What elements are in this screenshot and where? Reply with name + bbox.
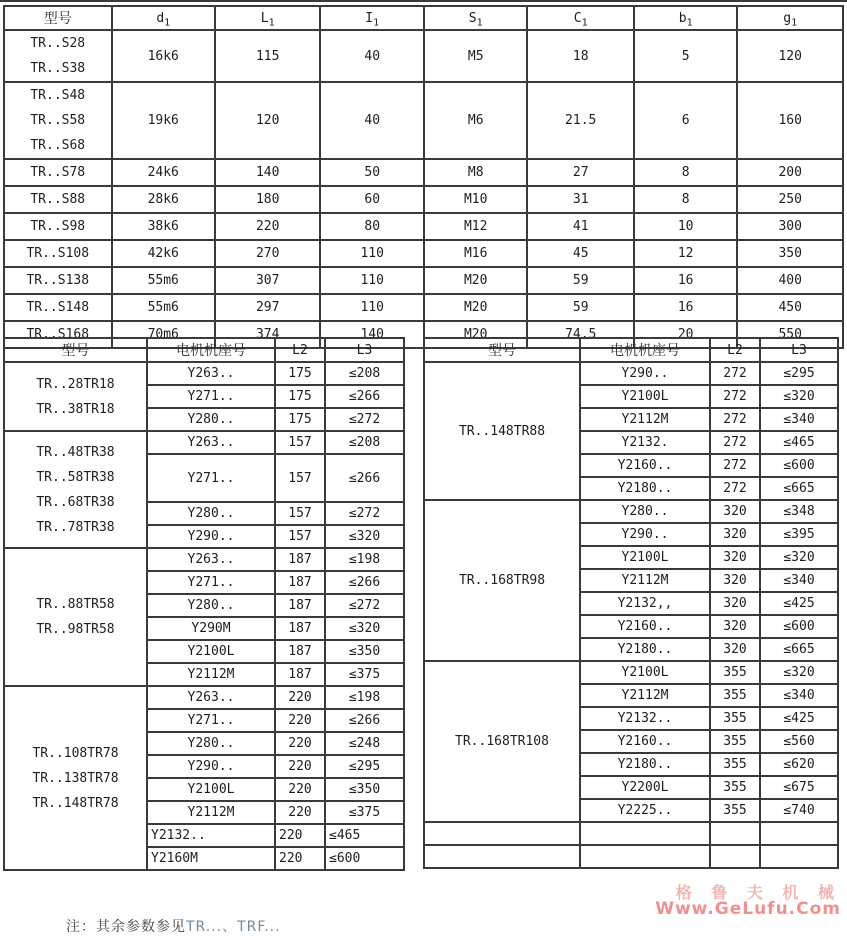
column-header xyxy=(4,6,112,30)
table-row xyxy=(4,213,843,240)
l3-cell: ≤320 xyxy=(760,385,838,408)
l2-cell: 272 xyxy=(710,362,760,385)
model-cell xyxy=(424,822,580,845)
l3-cell xyxy=(760,845,838,868)
l2-cell: 157 xyxy=(275,454,325,502)
model-cell xyxy=(4,548,147,686)
column-header xyxy=(112,6,215,30)
l2-cell: 272 xyxy=(710,477,760,500)
frame-cell: Y280.. xyxy=(147,502,275,525)
model-label: TR..S138 xyxy=(26,273,90,288)
column-header: L2 xyxy=(275,338,325,362)
l2-cell: 355 xyxy=(710,799,760,822)
frame-cell: Y2100L xyxy=(147,778,275,801)
l2-cell: 220 xyxy=(275,755,325,778)
table-row xyxy=(424,661,838,684)
model-label: TR..108TR78 xyxy=(32,745,119,761)
l3-cell: ≤465 xyxy=(325,824,404,847)
column-header-subscript: 1 xyxy=(268,17,275,29)
value-cell: 250 xyxy=(737,186,843,213)
value-cell: M20 xyxy=(424,321,527,348)
l2-cell: 220 xyxy=(275,778,325,801)
value-cell: 297 xyxy=(215,294,321,321)
frame-cell: Y2132.. xyxy=(147,824,275,847)
motor-frame-tables-section xyxy=(3,337,839,871)
l3-cell: ≤465 xyxy=(760,431,838,454)
value-cell: M20 xyxy=(424,294,527,321)
l2-cell: 320 xyxy=(710,638,760,661)
l3-cell: ≤340 xyxy=(760,569,838,592)
l3-cell: ≤350 xyxy=(325,640,404,663)
table-row xyxy=(4,294,843,321)
table-row xyxy=(4,267,843,294)
l2-cell: 220 xyxy=(275,686,325,709)
l3-cell: ≤320 xyxy=(325,525,404,548)
table-row xyxy=(4,240,843,267)
frame-cell: Y2100L xyxy=(580,546,710,569)
l2-cell: 175 xyxy=(275,408,325,431)
frame-cell: Y2180.. xyxy=(580,753,710,776)
l3-cell: ≤320 xyxy=(760,546,838,569)
l3-cell: ≤198 xyxy=(325,686,404,709)
frame-cell: Y263.. xyxy=(147,431,275,454)
model-cell xyxy=(4,159,112,186)
model-cell xyxy=(4,267,112,294)
column-header xyxy=(424,6,527,30)
l3-cell: ≤350 xyxy=(325,778,404,801)
frame-cell: Y2180.. xyxy=(580,638,710,661)
frame-cell: Y2225.. xyxy=(580,799,710,822)
value-cell: 120 xyxy=(215,82,321,159)
frame-cell: Y271.. xyxy=(147,385,275,408)
model-label: TR..S68 xyxy=(30,138,86,153)
frame-cell: Y290.. xyxy=(147,755,275,778)
column-header-label: b xyxy=(678,10,687,26)
l3-cell: ≤272 xyxy=(325,502,404,525)
footnote xyxy=(66,916,281,936)
frame-cell xyxy=(580,822,710,845)
column-header-subscript: 1 xyxy=(791,17,798,29)
l3-cell: ≤425 xyxy=(760,592,838,615)
frame-cell: Y2200L xyxy=(580,776,710,799)
footnote-text: 注：其余参数参见 xyxy=(66,919,186,935)
l2-cell: 355 xyxy=(710,753,760,776)
value-cell: 140 xyxy=(320,321,423,348)
frame-cell: Y280.. xyxy=(147,408,275,431)
l3-cell: ≤425 xyxy=(760,707,838,730)
column-header-label: 型号 xyxy=(43,11,72,27)
value-cell: 18 xyxy=(527,30,634,82)
model-label: TR..88TR58 xyxy=(36,597,115,612)
l3-cell: ≤560 xyxy=(760,730,838,753)
frame-cell: Y2132.. xyxy=(580,707,710,730)
l3-cell: ≤620 xyxy=(760,753,838,776)
watermark-url-text: Www.GeLufu.Com xyxy=(655,899,841,919)
l3-cell: ≤375 xyxy=(325,663,404,686)
value-cell: 70m6 xyxy=(112,321,215,348)
header-row xyxy=(4,6,843,30)
l3-cell: ≤266 xyxy=(325,571,404,594)
frame-cell: Y2160.. xyxy=(580,730,710,753)
model-label: TR..28TR18 xyxy=(36,376,115,392)
l3-cell: ≤248 xyxy=(325,732,404,755)
l2-cell: 355 xyxy=(710,730,760,753)
l3-cell: ≤375 xyxy=(325,801,404,824)
frame-cell: Y280.. xyxy=(147,594,275,617)
model-cell xyxy=(424,362,580,500)
l2-cell: 272 xyxy=(710,431,760,454)
model-label: TR..S168 xyxy=(26,327,90,342)
column-header xyxy=(634,6,737,30)
l3-cell: ≤600 xyxy=(760,454,838,477)
table-row xyxy=(424,822,838,845)
dimensions-table-section xyxy=(3,5,844,349)
model-cell xyxy=(4,431,147,548)
value-cell: 55m6 xyxy=(112,294,215,321)
frame-cell: Y290.. xyxy=(580,523,710,546)
column-header-label: L xyxy=(260,10,269,26)
value-cell: 374 xyxy=(215,321,321,348)
l3-cell: ≤665 xyxy=(760,477,838,500)
l2-cell: 220 xyxy=(275,824,325,847)
column-header-label: C xyxy=(573,10,582,26)
model-label: TR..48TR38 xyxy=(36,444,115,460)
l2-cell: 187 xyxy=(275,594,325,617)
value-cell: 12 xyxy=(634,240,737,267)
l2-cell: 355 xyxy=(710,707,760,730)
l3-cell: ≤198 xyxy=(325,548,404,571)
motor-frame-table-right xyxy=(423,337,839,869)
l2-cell: 187 xyxy=(275,663,325,686)
table-row xyxy=(4,362,404,385)
l3-cell: ≤600 xyxy=(325,847,404,870)
column-header: 型号 xyxy=(424,338,580,362)
value-cell: 50 xyxy=(320,159,423,186)
column-header-subscript: 1 xyxy=(581,17,588,29)
value-cell: 550 xyxy=(737,321,843,348)
model-label: TR..S98 xyxy=(30,219,86,234)
model-cell xyxy=(424,845,580,868)
column-header-subscript: 1 xyxy=(686,17,693,29)
value-cell: 59 xyxy=(527,267,634,294)
model-label: TR..148TR88 xyxy=(458,423,546,439)
frame-cell: Y2112M xyxy=(580,569,710,592)
model-cell xyxy=(4,294,112,321)
column-header: L3 xyxy=(325,338,404,362)
frame-cell: Y2112M xyxy=(580,408,710,431)
value-cell: 110 xyxy=(320,240,423,267)
value-cell: 6 xyxy=(634,82,737,159)
value-cell: 19k6 xyxy=(112,82,215,159)
column-header xyxy=(215,6,321,30)
l2-cell: 355 xyxy=(710,684,760,707)
frame-cell: Y2132. xyxy=(580,431,710,454)
value-cell: M8 xyxy=(424,159,527,186)
frame-cell: Y271.. xyxy=(147,454,275,502)
model-label: TR..68TR38 xyxy=(36,494,115,510)
value-cell: M12 xyxy=(424,213,527,240)
table-row xyxy=(4,548,404,571)
frame-cell: Y2100L xyxy=(147,640,275,663)
top-divider xyxy=(0,0,847,2)
l2-cell: 320 xyxy=(710,569,760,592)
table-row xyxy=(4,82,843,159)
model-cell xyxy=(4,240,112,267)
value-cell: 59 xyxy=(527,294,634,321)
value-cell: 55m6 xyxy=(112,267,215,294)
l3-cell: ≤740 xyxy=(760,799,838,822)
column-header: 电机机座号 xyxy=(580,338,710,362)
column-header-subscript: 1 xyxy=(373,17,380,29)
l2-cell: 157 xyxy=(275,502,325,525)
model-cell xyxy=(4,30,112,82)
value-cell: 110 xyxy=(320,294,423,321)
value-cell: 24k6 xyxy=(112,159,215,186)
frame-cell: Y2112M xyxy=(147,801,275,824)
value-cell: 160 xyxy=(737,82,843,159)
column-header-subscript: 1 xyxy=(164,17,171,29)
l3-cell: ≤266 xyxy=(325,385,404,408)
l2-cell: 320 xyxy=(710,523,760,546)
value-cell: 450 xyxy=(737,294,843,321)
l2-cell xyxy=(710,822,760,845)
value-cell: 8 xyxy=(634,159,737,186)
frame-cell: Y271.. xyxy=(147,709,275,732)
model-label: TR..S88 xyxy=(30,192,86,207)
l3-cell: ≤295 xyxy=(325,755,404,778)
l2-cell: 175 xyxy=(275,362,325,385)
value-cell: 307 xyxy=(215,267,321,294)
column-header xyxy=(737,6,843,30)
l3-cell: ≤320 xyxy=(325,617,404,640)
column-header-label: S xyxy=(468,10,477,26)
l2-cell: 355 xyxy=(710,661,760,684)
model-label: TR..38TR18 xyxy=(36,401,115,417)
l3-cell: ≤272 xyxy=(325,594,404,617)
model-label: TR..98TR58 xyxy=(36,622,115,637)
l2-cell: 175 xyxy=(275,385,325,408)
table-row xyxy=(424,500,838,523)
column-header-label: d xyxy=(156,10,165,26)
value-cell: 140 xyxy=(215,159,321,186)
column-header-label: I xyxy=(365,10,374,26)
value-cell: 38k6 xyxy=(112,213,215,240)
value-cell: 200 xyxy=(737,159,843,186)
value-cell: 74.5 xyxy=(527,321,634,348)
l2-cell: 320 xyxy=(710,592,760,615)
l3-cell: ≤272 xyxy=(325,408,404,431)
value-cell: 45 xyxy=(527,240,634,267)
l2-cell: 320 xyxy=(710,546,760,569)
frame-cell: Y290M xyxy=(147,617,275,640)
l2-cell: 272 xyxy=(710,385,760,408)
frame-cell: Y263.. xyxy=(147,362,275,385)
value-cell: 220 xyxy=(215,213,321,240)
table-row xyxy=(424,362,838,385)
frame-cell: Y290.. xyxy=(580,362,710,385)
value-cell: M6 xyxy=(424,82,527,159)
value-cell: M16 xyxy=(424,240,527,267)
value-cell: 16k6 xyxy=(112,30,215,82)
value-cell: M20 xyxy=(424,267,527,294)
l2-cell: 355 xyxy=(710,776,760,799)
l2-cell: 220 xyxy=(275,732,325,755)
header-row xyxy=(4,338,404,362)
table-row xyxy=(4,159,843,186)
value-cell: 16 xyxy=(634,294,737,321)
column-header: 型号 xyxy=(4,338,147,362)
column-header: L3 xyxy=(760,338,838,362)
l3-cell: ≤348 xyxy=(760,500,838,523)
l3-cell: ≤320 xyxy=(760,661,838,684)
value-cell: 8 xyxy=(634,186,737,213)
l2-cell: 220 xyxy=(275,709,325,732)
l3-cell: ≤340 xyxy=(760,684,838,707)
value-cell: 300 xyxy=(737,213,843,240)
l2-cell: 272 xyxy=(710,454,760,477)
value-cell: 31 xyxy=(527,186,634,213)
table-row xyxy=(4,30,843,82)
model-label: TR..148TR78 xyxy=(32,795,119,811)
frame-cell: Y2100L xyxy=(580,661,710,684)
value-cell: 42k6 xyxy=(112,240,215,267)
column-header-label: g xyxy=(783,10,792,26)
l2-cell: 220 xyxy=(275,847,325,870)
frame-cell: Y263.. xyxy=(147,686,275,709)
value-cell: 20 xyxy=(634,321,737,348)
l3-cell: ≤208 xyxy=(325,431,404,454)
column-header xyxy=(320,6,423,30)
value-cell: 21.5 xyxy=(527,82,634,159)
table-row xyxy=(424,845,838,868)
model-cell xyxy=(4,82,112,159)
l3-cell: ≤340 xyxy=(760,408,838,431)
column-header: L2 xyxy=(710,338,760,362)
value-cell: 16 xyxy=(634,267,737,294)
l3-cell: ≤675 xyxy=(760,776,838,799)
l3-cell: ≤665 xyxy=(760,638,838,661)
l3-cell: ≤600 xyxy=(760,615,838,638)
l3-cell xyxy=(760,822,838,845)
l3-cell: ≤266 xyxy=(325,454,404,502)
column-header: 电机机座号 xyxy=(147,338,275,362)
value-cell: 28k6 xyxy=(112,186,215,213)
column-header xyxy=(527,6,634,30)
watermark xyxy=(655,884,841,918)
value-cell: M10 xyxy=(424,186,527,213)
value-cell: 27 xyxy=(527,159,634,186)
l2-cell: 157 xyxy=(275,431,325,454)
l3-cell: ≤295 xyxy=(760,362,838,385)
l2-cell: 220 xyxy=(275,801,325,824)
model-label: TR..168TR108 xyxy=(455,734,549,749)
table-row xyxy=(4,431,404,454)
model-label: TR..S108 xyxy=(26,246,90,261)
frame-cell: Y2160.. xyxy=(580,615,710,638)
l2-cell: 320 xyxy=(710,615,760,638)
value-cell: 350 xyxy=(737,240,843,267)
value-cell: 41 xyxy=(527,213,634,240)
frame-cell: Y2112M xyxy=(580,684,710,707)
l2-cell: 320 xyxy=(710,500,760,523)
model-label: TR..S38 xyxy=(30,61,86,76)
model-cell xyxy=(4,686,147,870)
frame-cell: Y2132,, xyxy=(580,592,710,615)
model-label: TR..168TR98 xyxy=(458,573,546,588)
header-row xyxy=(424,338,838,362)
model-label: TR..138TR78 xyxy=(32,770,119,786)
frame-cell: Y2100L xyxy=(580,385,710,408)
model-label: TR..S78 xyxy=(30,165,86,180)
table-row xyxy=(4,186,843,213)
l3-cell: ≤208 xyxy=(325,362,404,385)
value-cell: 60 xyxy=(320,186,423,213)
footnote-model-links[interactable]: TR...、TRF... xyxy=(186,919,281,935)
l2-cell: 272 xyxy=(710,408,760,431)
value-cell: 180 xyxy=(215,186,321,213)
model-cell xyxy=(4,213,112,240)
model-cell xyxy=(4,362,147,431)
motor-frame-table-left xyxy=(3,337,405,871)
value-cell: 115 xyxy=(215,30,321,82)
value-cell: 110 xyxy=(320,267,423,294)
l3-cell: ≤266 xyxy=(325,709,404,732)
value-cell: 40 xyxy=(320,82,423,159)
value-cell: M5 xyxy=(424,30,527,82)
model-label: TR..S28 xyxy=(30,36,86,51)
frame-cell: Y280.. xyxy=(580,500,710,523)
dimensions-table xyxy=(3,5,844,349)
watermark-brand-text: 格 鲁 夫 机 械 xyxy=(675,883,841,902)
value-cell: 270 xyxy=(215,240,321,267)
l2-cell: 157 xyxy=(275,525,325,548)
l2-cell: 187 xyxy=(275,640,325,663)
value-cell: 5 xyxy=(634,30,737,82)
model-cell xyxy=(424,500,580,661)
model-label: TR..S48 xyxy=(30,88,86,103)
table-row xyxy=(4,686,404,709)
model-label: TR..S148 xyxy=(26,300,90,315)
frame-cell: Y2112M xyxy=(147,663,275,686)
l2-cell: 187 xyxy=(275,617,325,640)
frame-cell: Y2180.. xyxy=(580,477,710,500)
frame-cell: Y290.. xyxy=(147,525,275,548)
column-header-subscript: 1 xyxy=(476,17,483,29)
frame-cell xyxy=(580,845,710,868)
model-label: TR..S58 xyxy=(30,113,86,128)
frame-cell: Y2160.. xyxy=(580,454,710,477)
l2-cell xyxy=(710,845,760,868)
model-label: TR..78TR38 xyxy=(36,519,115,535)
model-cell xyxy=(424,661,580,822)
l2-cell: 187 xyxy=(275,548,325,571)
value-cell: 120 xyxy=(737,30,843,82)
value-cell: 10 xyxy=(634,213,737,240)
frame-cell: Y280.. xyxy=(147,732,275,755)
l3-cell: ≤395 xyxy=(760,523,838,546)
model-label: TR..58TR38 xyxy=(36,469,115,485)
value-cell: 400 xyxy=(737,267,843,294)
frame-cell: Y263.. xyxy=(147,548,275,571)
model-cell xyxy=(4,186,112,213)
frame-cell: Y271.. xyxy=(147,571,275,594)
l2-cell: 187 xyxy=(275,571,325,594)
value-cell: 80 xyxy=(320,213,423,240)
frame-cell: Y2160M xyxy=(147,847,275,870)
value-cell: 40 xyxy=(320,30,423,82)
